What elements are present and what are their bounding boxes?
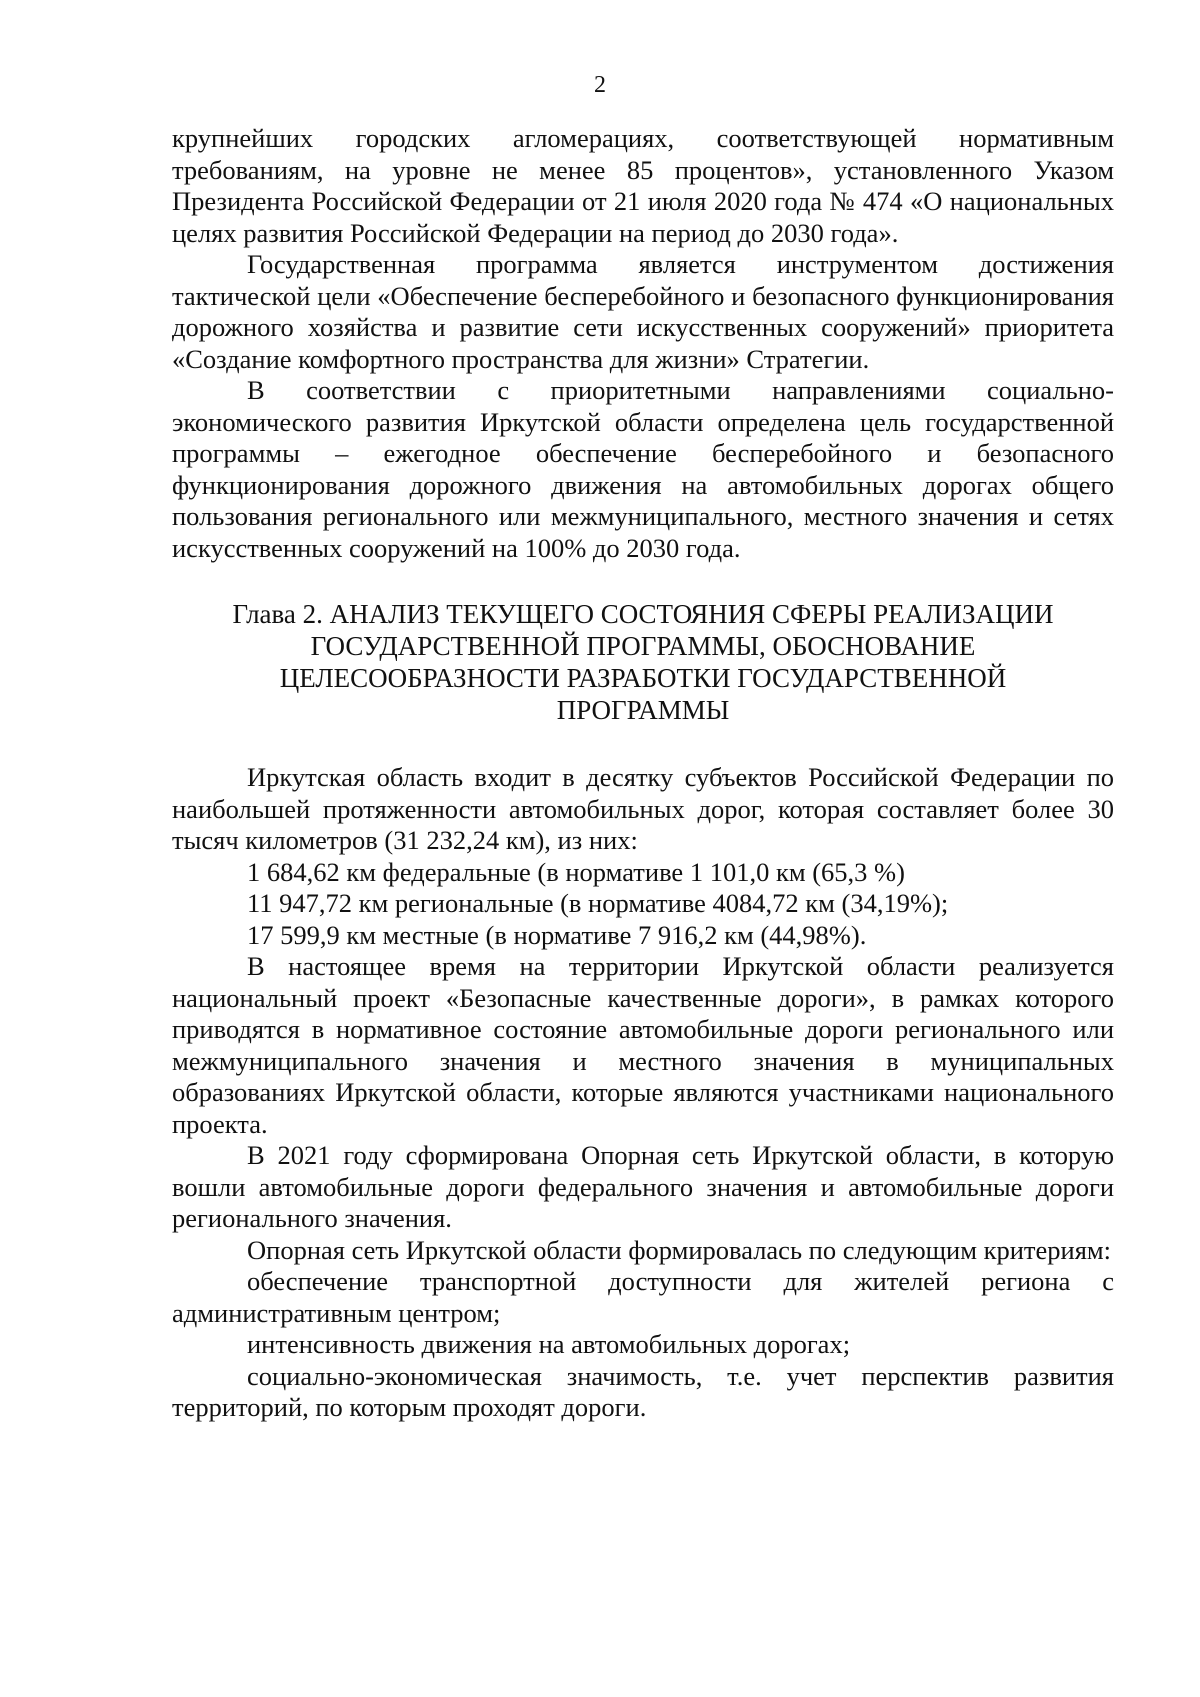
document-body (172, 123, 1114, 1424)
chapter-heading-line: ЦЕЛЕСООБРАЗНОСТИ РАЗРАБОТКИ ГОСУДАРСТВЕННОЙ (279, 663, 1007, 693)
list-item-road-federal: 1 684,62 км федеральные (в нормативе 1 101,0 км (65,3 %) (247, 856, 905, 887)
paragraph: В соответствии с приоритетными направлениями социально-экономического развития Иркутской области определена цель государственной программы – ежегодное обеспечение бесперебойного и безопасного функционирования дорожного движения на автомобильных дорогах общего пользования регионального или межмуниципального, местного значения и сетях искусственных сооружений на 100% до 2030 года. (172, 375, 1114, 563)
criteria-item: социально-экономическая значимость, т.е. учет перспектив развития территорий, по которым проходят дороги. (172, 1360, 1114, 1422)
chapter-heading-line: ГОСУДАРСТВЕННОЙ ПРОГРАММЫ, ОБОСНОВАНИЕ (310, 631, 976, 661)
paragraph: Государственная программа является инструментом достижения тактической цели «Обеспечение бесперебойного и безопасного функционирования дорожного хозяйства и развитие сети искусственных сооружений» приоритета «Создание комфортного пространства для жизни» Стратегии. (172, 249, 1114, 374)
paragraph: Иркутская область входит в десятку субъектов Российской Федерации по наибольшей протяженности автомобильных дорог, которая составляет более 30 тысяч километров (31 232,24 км), из них: (172, 762, 1114, 855)
paragraph: Опорная сеть Иркутской области формировалась по следующим критериям: (247, 1234, 1112, 1265)
paragraph: В 2021 году сформирована Опорная сеть Иркутской области, в которую вошли автомобильные дороги федерального значения и автомобильные дороги регионального значения. (172, 1140, 1114, 1233)
chapter-heading-line: ПРОГРАММЫ (556, 695, 730, 725)
paragraph: крупнейших городских агломерациях, соответствующей нормативным требованиям, на уровне не менее 85 процентов», установленного Указом Президента Российской Федерации от 21 июля 2020 года № 474 «О национальных целях развития Российской Федерации на период до 2030 года». (172, 123, 1114, 248)
paragraph: В настоящее время на территории Иркутской области реализуется национальный проект «Безопасные качественные дороги», в рамках которого приводятся в нормативное состояние автомобильные дороги регионального или межмуниципального значения и местного значения в муниципальных образованиях Иркутской области, которые являются участниками национального проекта. (172, 951, 1114, 1139)
chapter-heading (172, 598, 1114, 726)
criteria-item: интенсивность движения на автомобильных дорогах; (247, 1329, 851, 1359)
list-item-road-local: 17 599,9 км местные (в нормативе 7 916,2 км (44,98%). (247, 919, 867, 950)
chapter-heading-line: Глава 2. АНАЛИЗ ТЕКУЩЕГО СОСТОЯНИЯ СФЕРЫ РЕАЛИЗАЦИИ (232, 599, 1054, 629)
criteria-item: обеспечение транспортной доступности для жителей региона с административным центром; (172, 1266, 1114, 1328)
list-item-road-regional: 11 947,72 км региональные (в нормативе 4084,72 км (34,19%); (247, 888, 949, 918)
page-number: 2 (594, 72, 606, 98)
